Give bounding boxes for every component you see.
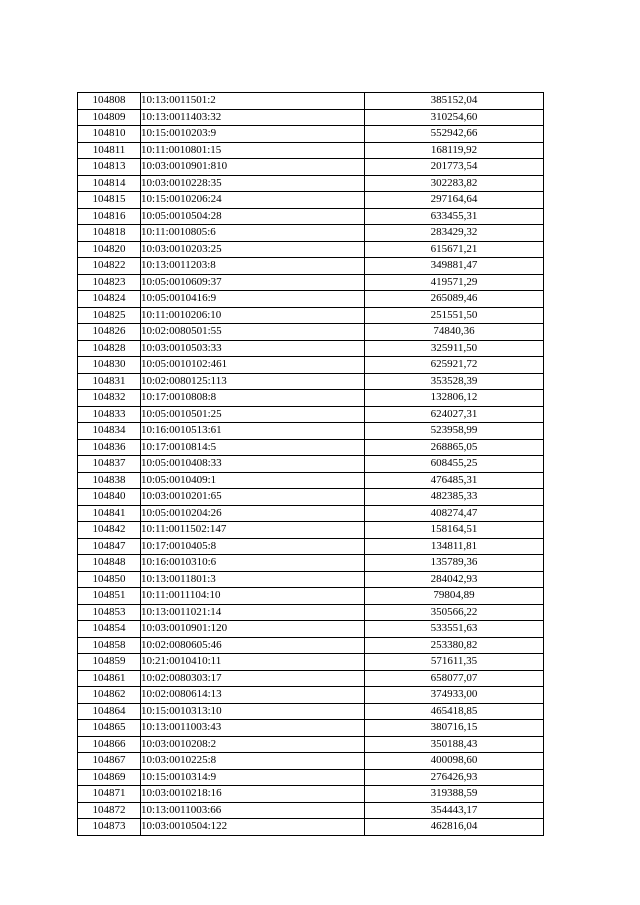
cadastral-number-cell: 10:17:0010405:8 — [141, 538, 365, 555]
cadastral-number-cell: 10:03:0010203:25 — [141, 241, 365, 258]
value-cell: 408274,47 — [365, 505, 544, 522]
value-cell: 476485,31 — [365, 472, 544, 489]
value-cell: 134811,81 — [365, 538, 544, 555]
cadastral-number-cell: 10:11:0010805:6 — [141, 225, 365, 242]
value-cell: 168119,92 — [365, 142, 544, 159]
cadastral-number-cell: 10:13:0011501:2 — [141, 93, 365, 110]
cadastral-number-cell: 10:15:0010314:9 — [141, 769, 365, 786]
value-cell: 310254,60 — [365, 109, 544, 126]
row-number-cell: 104859 — [78, 654, 141, 671]
table-row — [78, 291, 544, 308]
table-row — [78, 588, 544, 605]
row-number-cell: 104869 — [78, 769, 141, 786]
cadastral-number-cell: 10:11:0011502:147 — [141, 522, 365, 539]
cadastral-number-cell: 10:21:0010410:11 — [141, 654, 365, 671]
table-row — [78, 703, 544, 720]
cadastral-number-cell: 10:02:0080501:55 — [141, 324, 365, 341]
row-number-cell: 104809 — [78, 109, 141, 126]
table-row — [78, 340, 544, 357]
value-cell: 419571,29 — [365, 274, 544, 291]
cadastral-number-cell: 10:11:0011104:10 — [141, 588, 365, 605]
value-cell: 571611,35 — [365, 654, 544, 671]
table-row — [78, 373, 544, 390]
value-cell: 633455,31 — [365, 208, 544, 225]
row-number-cell: 104834 — [78, 423, 141, 440]
table-row — [78, 604, 544, 621]
table-row — [78, 687, 544, 704]
table-row — [78, 736, 544, 753]
table-row — [78, 505, 544, 522]
row-number-cell: 104853 — [78, 604, 141, 621]
value-cell: 349881,47 — [365, 258, 544, 275]
cadastral-number-cell: 10:13:0011203:8 — [141, 258, 365, 275]
value-cell: 79804,89 — [365, 588, 544, 605]
table-row — [78, 621, 544, 638]
row-number-cell: 104833 — [78, 406, 141, 423]
row-number-cell: 104815 — [78, 192, 141, 209]
table-row — [78, 720, 544, 737]
table-row — [78, 159, 544, 176]
value-cell: 253380,82 — [365, 637, 544, 654]
value-cell: 350188,43 — [365, 736, 544, 753]
table-row — [78, 753, 544, 770]
cadastral-number-cell: 10:15:0010206:24 — [141, 192, 365, 209]
cadastral-number-cell: 10:03:0010201:65 — [141, 489, 365, 506]
cadastral-number-cell: 10:03:0010218:16 — [141, 786, 365, 803]
value-cell: 353528,39 — [365, 373, 544, 390]
cadastral-number-cell: 10:05:0010504:28 — [141, 208, 365, 225]
table-row — [78, 208, 544, 225]
value-cell: 297164,64 — [365, 192, 544, 209]
registry-table — [77, 92, 544, 836]
cadastral-number-cell: 10:05:0010409:1 — [141, 472, 365, 489]
table-row — [78, 126, 544, 143]
table-row — [78, 786, 544, 803]
row-number-cell: 104861 — [78, 670, 141, 687]
row-number-cell: 104862 — [78, 687, 141, 704]
cadastral-number-cell: 10:05:0010416:9 — [141, 291, 365, 308]
table-row — [78, 274, 544, 291]
cadastral-number-cell: 10:16:0010310:6 — [141, 555, 365, 572]
row-number-cell: 104851 — [78, 588, 141, 605]
table-row — [78, 357, 544, 374]
row-number-cell: 104824 — [78, 291, 141, 308]
table-row — [78, 538, 544, 555]
row-number-cell: 104872 — [78, 802, 141, 819]
value-cell: 251551,50 — [365, 307, 544, 324]
value-cell: 284042,93 — [365, 571, 544, 588]
cadastral-number-cell: 10:03:0010228:35 — [141, 175, 365, 192]
cadastral-number-cell: 10:03:0010504:122 — [141, 819, 365, 836]
cadastral-number-cell: 10:17:0010814:5 — [141, 439, 365, 456]
value-cell: 158164,51 — [365, 522, 544, 539]
cadastral-number-cell: 10:13:0011003:66 — [141, 802, 365, 819]
cadastral-number-cell: 10:05:0010501:25 — [141, 406, 365, 423]
table-row — [78, 472, 544, 489]
value-cell: 265089,46 — [365, 291, 544, 308]
table-row — [78, 258, 544, 275]
row-number-cell: 104847 — [78, 538, 141, 555]
cadastral-number-cell: 10:13:0011801:3 — [141, 571, 365, 588]
value-cell: 624027,31 — [365, 406, 544, 423]
value-cell: 132806,12 — [365, 390, 544, 407]
row-number-cell: 104841 — [78, 505, 141, 522]
cadastral-number-cell: 10:02:0080125:113 — [141, 373, 365, 390]
row-number-cell: 104808 — [78, 93, 141, 110]
table-row — [78, 555, 544, 572]
row-number-cell: 104822 — [78, 258, 141, 275]
cadastral-number-cell: 10:17:0010808:8 — [141, 390, 365, 407]
value-cell: 350566,22 — [365, 604, 544, 621]
value-cell: 276426,93 — [365, 769, 544, 786]
row-number-cell: 104828 — [78, 340, 141, 357]
value-cell: 201773,54 — [365, 159, 544, 176]
table-row — [78, 489, 544, 506]
value-cell: 385152,04 — [365, 93, 544, 110]
cadastral-number-cell: 10:13:0011021:14 — [141, 604, 365, 621]
table-row — [78, 637, 544, 654]
table-row — [78, 175, 544, 192]
row-number-cell: 104873 — [78, 819, 141, 836]
table-row — [78, 93, 544, 110]
cadastral-number-cell: 10:03:0010503:33 — [141, 340, 365, 357]
row-number-cell: 104842 — [78, 522, 141, 539]
cadastral-number-cell: 10:15:0010313:10 — [141, 703, 365, 720]
row-number-cell: 104831 — [78, 373, 141, 390]
row-number-cell: 104810 — [78, 126, 141, 143]
table-row — [78, 571, 544, 588]
row-number-cell: 104866 — [78, 736, 141, 753]
row-number-cell: 104820 — [78, 241, 141, 258]
cadastral-number-cell: 10:03:0010901:120 — [141, 621, 365, 638]
cadastral-number-cell: 10:05:0010609:37 — [141, 274, 365, 291]
cadastral-number-cell: 10:02:0080605:46 — [141, 637, 365, 654]
table-row — [78, 423, 544, 440]
table-row — [78, 406, 544, 423]
value-cell: 462816,04 — [365, 819, 544, 836]
cadastral-number-cell: 10:02:0080303:17 — [141, 670, 365, 687]
value-cell: 374933,00 — [365, 687, 544, 704]
table-row — [78, 109, 544, 126]
cadastral-number-cell: 10:11:0010801:15 — [141, 142, 365, 159]
row-number-cell: 104818 — [78, 225, 141, 242]
table-row — [78, 439, 544, 456]
row-number-cell: 104813 — [78, 159, 141, 176]
row-number-cell: 104865 — [78, 720, 141, 737]
row-number-cell: 104838 — [78, 472, 141, 489]
table-row — [78, 390, 544, 407]
cadastral-number-cell: 10:15:0010203:9 — [141, 126, 365, 143]
table-row — [78, 769, 544, 786]
row-number-cell: 104837 — [78, 456, 141, 473]
row-number-cell: 104814 — [78, 175, 141, 192]
value-cell: 533551,63 — [365, 621, 544, 638]
table-row — [78, 225, 544, 242]
cadastral-number-cell: 10:05:0010204:26 — [141, 505, 365, 522]
table-row — [78, 324, 544, 341]
row-number-cell: 104840 — [78, 489, 141, 506]
cadastral-number-cell: 10:03:0010208:2 — [141, 736, 365, 753]
row-number-cell: 104850 — [78, 571, 141, 588]
cadastral-number-cell: 10:03:0010225:8 — [141, 753, 365, 770]
table-row — [78, 307, 544, 324]
table-row — [78, 142, 544, 159]
row-number-cell: 104832 — [78, 390, 141, 407]
value-cell: 319388,59 — [365, 786, 544, 803]
cadastral-number-cell: 10:11:0010206:10 — [141, 307, 365, 324]
value-cell: 380716,15 — [365, 720, 544, 737]
registry-table-body — [78, 93, 544, 836]
row-number-cell: 104858 — [78, 637, 141, 654]
value-cell: 608455,25 — [365, 456, 544, 473]
value-cell: 135789,36 — [365, 555, 544, 572]
table-row — [78, 819, 544, 836]
value-cell: 482385,33 — [365, 489, 544, 506]
row-number-cell: 104867 — [78, 753, 141, 770]
row-number-cell: 104836 — [78, 439, 141, 456]
row-number-cell: 104830 — [78, 357, 141, 374]
value-cell: 354443,17 — [365, 802, 544, 819]
cadastral-number-cell: 10:05:0010408:33 — [141, 456, 365, 473]
value-cell: 625921,72 — [365, 357, 544, 374]
value-cell: 552942,66 — [365, 126, 544, 143]
table-row — [78, 192, 544, 209]
row-number-cell: 104816 — [78, 208, 141, 225]
table-row — [78, 522, 544, 539]
table-row — [78, 241, 544, 258]
cadastral-number-cell: 10:16:0010513:61 — [141, 423, 365, 440]
cadastral-number-cell: 10:02:0080614:13 — [141, 687, 365, 704]
row-number-cell: 104854 — [78, 621, 141, 638]
table-row — [78, 456, 544, 473]
value-cell: 268865,05 — [365, 439, 544, 456]
value-cell: 400098,60 — [365, 753, 544, 770]
cadastral-number-cell: 10:13:0011403:32 — [141, 109, 365, 126]
row-number-cell: 104848 — [78, 555, 141, 572]
value-cell: 302283,82 — [365, 175, 544, 192]
table-row — [78, 670, 544, 687]
cadastral-number-cell: 10:03:0010901:810 — [141, 159, 365, 176]
table-row — [78, 802, 544, 819]
value-cell: 523958,99 — [365, 423, 544, 440]
value-cell: 283429,32 — [365, 225, 544, 242]
cadastral-number-cell: 10:05:0010102:461 — [141, 357, 365, 374]
row-number-cell: 104871 — [78, 786, 141, 803]
row-number-cell: 104823 — [78, 274, 141, 291]
table-row — [78, 654, 544, 671]
row-number-cell: 104826 — [78, 324, 141, 341]
value-cell: 615671,21 — [365, 241, 544, 258]
value-cell: 325911,50 — [365, 340, 544, 357]
row-number-cell: 104864 — [78, 703, 141, 720]
value-cell: 658077,07 — [365, 670, 544, 687]
value-cell: 465418,85 — [365, 703, 544, 720]
value-cell: 74840,36 — [365, 324, 544, 341]
row-number-cell: 104825 — [78, 307, 141, 324]
row-number-cell: 104811 — [78, 142, 141, 159]
cadastral-number-cell: 10:13:0011003:43 — [141, 720, 365, 737]
